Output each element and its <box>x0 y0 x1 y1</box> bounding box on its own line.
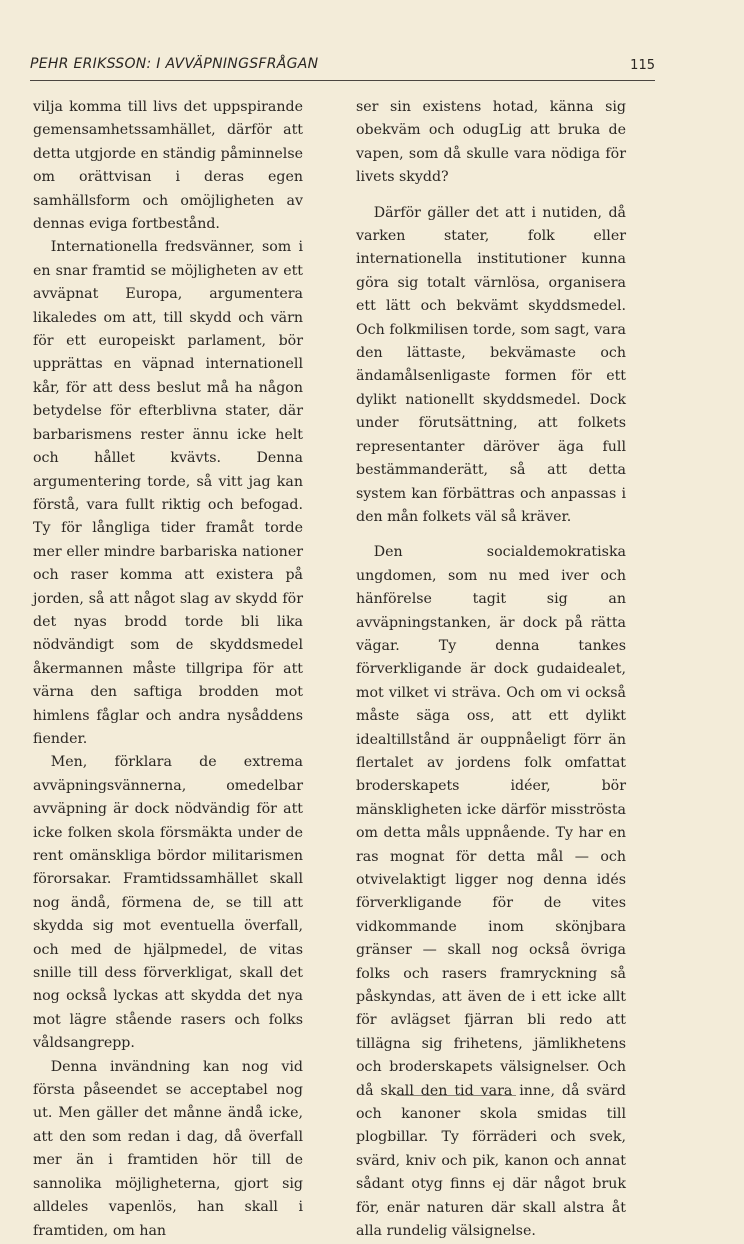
page-number: 115 <box>630 58 655 73</box>
running-header <box>30 56 655 81</box>
paragraph: Internationella fredsvänner, som i en snar framtid se möjligheten av ett avväpnat Europa, argumentera likaledes om att, till skydd och värn för ett europeiskt parlament, bör upprättas en väpnad internationell kår, för att dess beslut må ha någon betydelse för efterblivna stater, där barbarismens rester ännu icke helt och hållet kvävts. Denna argumentering torde, så vitt jag kan förstå, vara fullt riktig och befogad. Ty för långliga tider framåt torde mer eller mindre barbariska nationer och raser komma att existera på jorden, så att något slag av skydd för det nyas brodd torde bli lika nödvändigt som de skyddsmedel åkermannen måste tillgripa för att värna den saftiga brodden mot himlens fåglar och andra nysåddens fiender. <box>33 239 303 747</box>
left-column <box>33 96 303 1243</box>
end-rule <box>396 1095 516 1096</box>
paragraph: Denna invändning kan nog vid första påseendet se acceptabel nog ut. Men gäller det månne ändå icke, att den som redan i dag, då överfall mer än i framtiden hör till de sannolika möjligheterna, gjort sig alldeles vapenlös, han skall i framtiden, om han <box>33 1058 303 1239</box>
running-head-title: PEHR ERIKSSON: I AVVÄPNINGSFRÅGAN <box>30 56 319 72</box>
paragraph: ser sin existens hotad, känna sig obekväm och odugLig att bruka de vapen, som då skulle vara nödiga för livets skydd? <box>356 99 626 186</box>
paragraph: Därför gäller det att i nutiden, då varken stater, folk eller internationella institutioner kunna göra sig totalt värnlösa, organisera ett lätt och bekvämt skyddsmedel. Och folkmilisen torde, som sagt, vara den lättaste, bekvämaste och ändamålsenligaste formen för ett dylikt nationellt skyddsmedel. Dock under förutsättning, att folkets representanter däröver äga full bestämmanderätt, så att detta system kan förbättras och anpassas i den mån folkets väl så kräver. <box>356 204 626 525</box>
right-column <box>356 96 626 1244</box>
paragraph: vilja komma till livs det uppspirande gemensamhetssamhället, därför att detta utgjorde en ständig påminnelse om orättvisan i deras egen samhällsform och omöjligheten av dennas eviga fortbestånd. <box>33 99 303 233</box>
paragraph: Den socialdemokratiska ungdomen, som nu med iver och hänförelse tagit sig an avväpningstanken, är dock på rätta vägar. Ty denna tankes förverkligande är dock gudaidealet, mot vilket vi sträva. Och om vi också måste säga oss, att ett dylikt idealtillstånd är ouppnåeligt förr än flertalet av jordens folk omfattat broderskapets idéer, bör mänskligheten icke därför misströsta om detta måls uppnående. Ty har en ras mognat för detta mål — och otvivelaktigt ligger nog denna idés förverkligande för de vites vidkommande inom skönjbara gränser — skall nog också övriga folks och rasers framryckning så påskyndas, att även de i ett icke allt för avlägset fjärran bli redo att tillägna sig frihetens, jämlikhetens och broderskapets välsignelser. Och då skall den tid vara inne, då svärd och kanoner skola smidas till plogbillar. Ty förräderi och svek, svärd, kniv och pik, kanon och annat sådant otyg finns ej där något bruk för, enär naturen där skall alstra åt alla rundelig välsignelse. <box>356 544 626 1240</box>
paragraph: Men, förklara de extrema avväpningsvännerna, omedelbar avväpning är dock nödvändig för att icke folken skola försmäkta under de rent omänskliga bördor militarismen förorsakar. Framtidssamhället skall nog ändå, förmena de, se till att skydda sig mot eventuella överfall, och med de hjälpmedel, de vitas snille till dess förverkligat, skall det nog också lyckas att skydda det nya mot lägre stående rasers och folks våldsangrepp. <box>33 754 303 1052</box>
